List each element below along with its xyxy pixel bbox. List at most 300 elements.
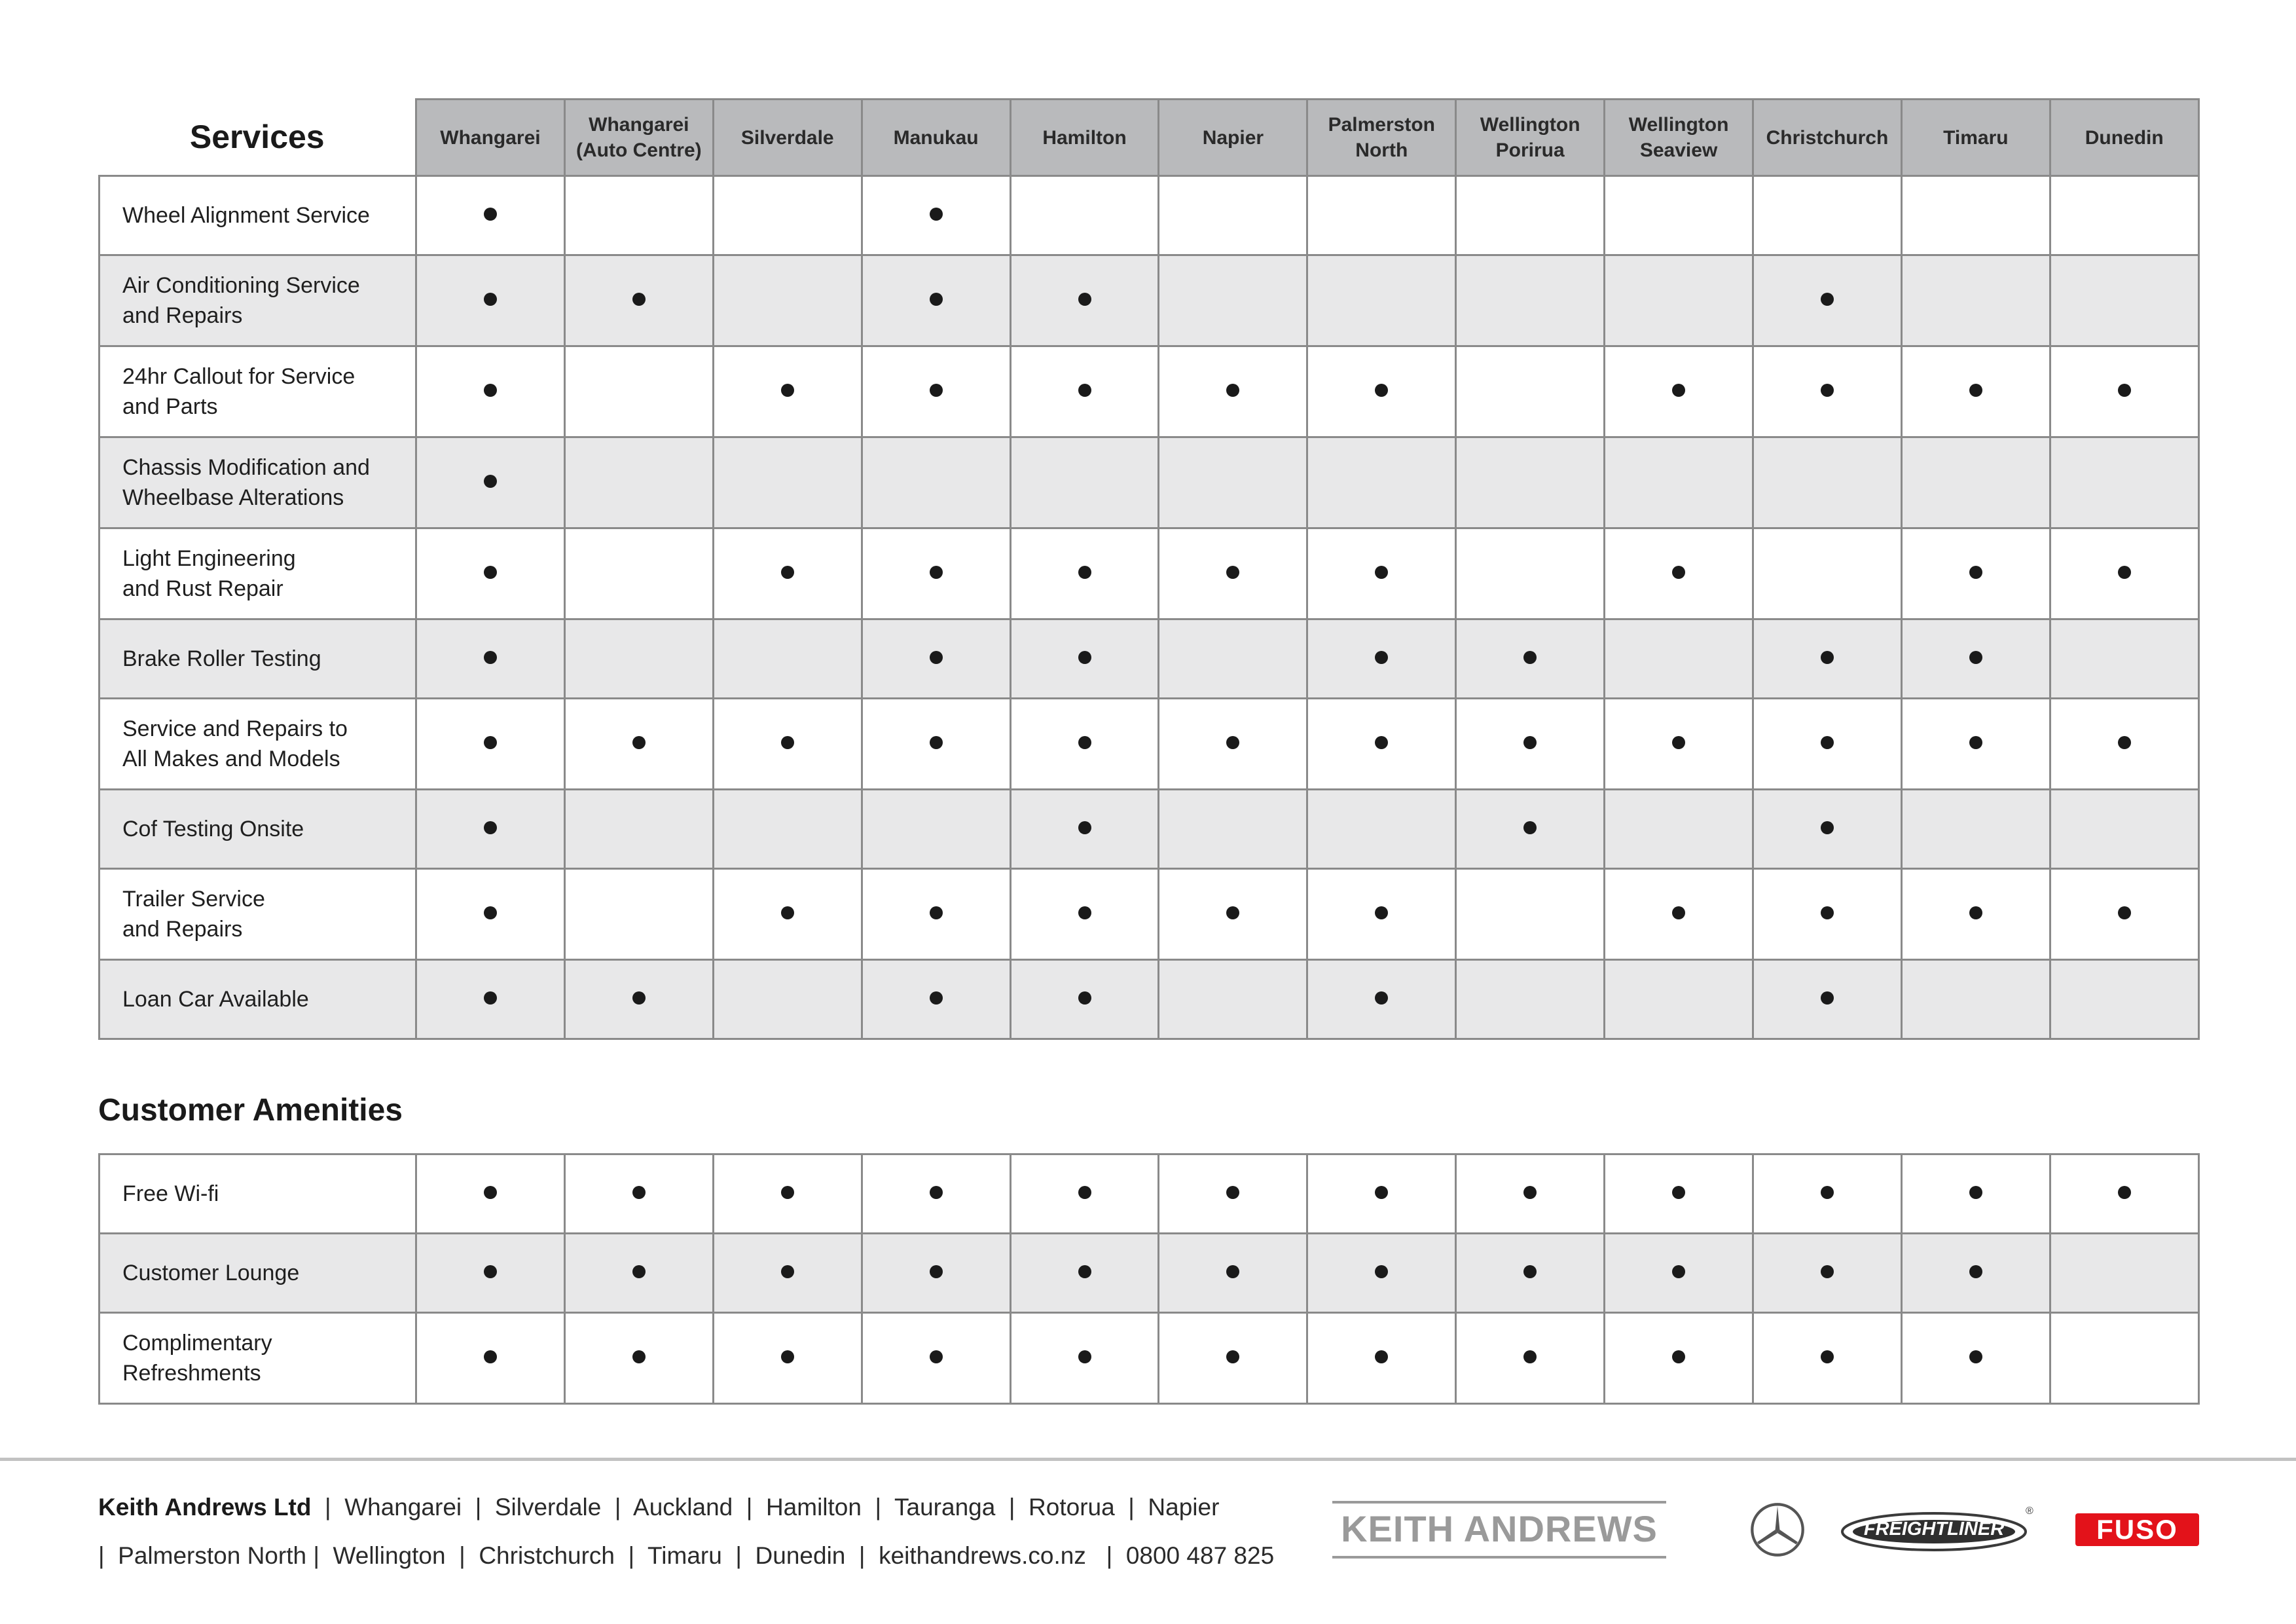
- available-dot-icon: [1078, 1265, 1091, 1278]
- row-label-line: Loan Car Available: [122, 987, 309, 1012]
- available-dot-icon: [1078, 293, 1091, 306]
- location-header: [1010, 100, 1159, 176]
- availability-cell: [1753, 790, 1902, 869]
- availability-cell: [1159, 437, 1307, 528]
- availability-cell: [1307, 437, 1456, 528]
- availability-cell: [1901, 869, 2050, 960]
- availability-cell: [2050, 699, 2198, 790]
- location-header: [1753, 100, 1902, 176]
- availability-cell: [862, 960, 1010, 1039]
- availability-cell: [1605, 255, 1753, 346]
- availability-cell: [1159, 960, 1307, 1039]
- availability-cell: [1159, 1154, 1307, 1234]
- availability-cell: [1456, 176, 1605, 255]
- available-dot-icon: [930, 651, 943, 664]
- available-dot-icon: [1821, 906, 1834, 919]
- available-dot-icon: [1523, 1265, 1537, 1278]
- table-row: [100, 1313, 2199, 1404]
- availability-cell: [416, 1313, 565, 1404]
- available-dot-icon: [1969, 736, 1982, 749]
- availability-cell: [713, 437, 862, 528]
- availability-cell: [564, 1313, 713, 1404]
- available-dot-icon: [1226, 906, 1239, 919]
- available-dot-icon: [1821, 1186, 1834, 1199]
- row-label-line: Brake Roller Testing: [122, 646, 321, 671]
- availability-cell: [1753, 960, 1902, 1039]
- availability-cell: [1605, 790, 1753, 869]
- availability-cell: [1605, 176, 1753, 255]
- location-header-line: Porirua: [1495, 139, 1565, 161]
- available-dot-icon: [484, 991, 497, 1005]
- availability-cell: [1753, 1313, 1902, 1404]
- location-header: [1307, 100, 1456, 176]
- availability-cell: [1010, 960, 1159, 1039]
- available-dot-icon: [1375, 566, 1388, 579]
- services-title: Services: [100, 100, 416, 176]
- availability-cell: [416, 528, 565, 619]
- row-label: [100, 869, 416, 960]
- availability-cell: [1753, 346, 1902, 437]
- availability-cell: [2050, 346, 2198, 437]
- available-dot-icon: [1078, 1350, 1091, 1363]
- availability-cell: [416, 869, 565, 960]
- availability-cell: [1456, 619, 1605, 699]
- availability-cell: [862, 699, 1010, 790]
- availability-cell: [1159, 619, 1307, 699]
- location-header: [1159, 100, 1307, 176]
- location-header-line: Hamilton: [1042, 126, 1127, 149]
- row-label-line: Trailer Service: [122, 887, 265, 912]
- keith-andrews-logo: [1332, 1501, 1666, 1559]
- availability-cell: [1753, 528, 1902, 619]
- available-dot-icon: [1969, 384, 1982, 397]
- availability-cell: [1307, 960, 1456, 1039]
- availability-cell: [1753, 437, 1902, 528]
- available-dot-icon: [484, 566, 497, 579]
- freightliner-logo-text: FREIGHTLINER: [1863, 1519, 2005, 1540]
- available-dot-icon: [1969, 906, 1982, 919]
- location-header: [564, 100, 713, 176]
- location-header-line: Dunedin: [2085, 126, 2164, 149]
- availability-cell: [1605, 1313, 1753, 1404]
- availability-cell: [1010, 1154, 1159, 1234]
- availability-cell: [2050, 1234, 2198, 1313]
- keith-andrews-logo-text: KEITH ANDREWS: [1341, 1508, 1658, 1549]
- availability-cell: [862, 1154, 1010, 1234]
- availability-cell: [416, 1154, 565, 1234]
- availability-cell: [1307, 346, 1456, 437]
- row-label: [100, 1234, 416, 1313]
- availability-cell: [1307, 1313, 1456, 1404]
- available-dot-icon: [1375, 906, 1388, 919]
- availability-cell: [1753, 176, 1902, 255]
- location-header-line: North: [1355, 139, 1408, 161]
- available-dot-icon: [930, 208, 943, 221]
- availability-cell: [564, 176, 713, 255]
- availability-cell: [1456, 960, 1605, 1039]
- availability-cell: [2050, 619, 2198, 699]
- row-label-line: and Repairs: [122, 917, 243, 942]
- availability-cell: [1753, 619, 1902, 699]
- availability-cell: [713, 619, 862, 699]
- availability-cell: [1307, 699, 1456, 790]
- available-dot-icon: [781, 1265, 794, 1278]
- availability-cell: [416, 960, 565, 1039]
- availability-cell: [1307, 1234, 1456, 1313]
- row-label-line: and Rust Repair: [122, 576, 283, 601]
- services-table: [98, 98, 2200, 1040]
- location-header: [862, 100, 1010, 176]
- availability-cell: [1901, 790, 2050, 869]
- available-dot-icon: [2118, 906, 2131, 919]
- availability-cell: [713, 255, 862, 346]
- location-header: [2050, 100, 2198, 176]
- row-label-line: and Parts: [122, 394, 218, 419]
- footer-address-line-2: | Palmerston North | Wellington | Christchurch | Timaru | Dunedin | keithandrews.co.nz | 0800 487 825: [98, 1542, 1275, 1569]
- available-dot-icon: [484, 384, 497, 397]
- availability-cell: [1159, 176, 1307, 255]
- location-header-line: Napier: [1202, 126, 1264, 149]
- availability-cell: [416, 699, 565, 790]
- available-dot-icon: [1523, 821, 1537, 834]
- row-label: [100, 176, 416, 255]
- table-row: [100, 176, 2199, 255]
- availability-cell: [1901, 437, 2050, 528]
- location-header: [1901, 100, 2050, 176]
- available-dot-icon: [632, 1265, 646, 1278]
- availability-cell: [416, 619, 565, 699]
- available-dot-icon: [1078, 384, 1091, 397]
- availability-cell: [1605, 869, 1753, 960]
- available-dot-icon: [1821, 736, 1834, 749]
- availability-cell: [1901, 255, 2050, 346]
- row-label: [100, 960, 416, 1039]
- availability-cell: [1159, 869, 1307, 960]
- available-dot-icon: [484, 906, 497, 919]
- row-label-line: and Repairs: [122, 303, 243, 328]
- available-dot-icon: [484, 1186, 497, 1199]
- row-label-line: Light Engineering: [122, 546, 296, 571]
- row-label-line: Cof Testing Onsite: [122, 817, 304, 841]
- availability-cell: [862, 869, 1010, 960]
- availability-cell: [1901, 699, 2050, 790]
- location-header-line: Manukau: [893, 126, 979, 149]
- row-label-line: Free Wi-fi: [122, 1181, 219, 1206]
- freightliner-registered-mark: ®: [2026, 1505, 2033, 1517]
- availability-cell: [1010, 790, 1159, 869]
- availability-cell: [713, 528, 862, 619]
- availability-cell: [1159, 699, 1307, 790]
- availability-cell: [2050, 176, 2198, 255]
- available-dot-icon: [1672, 1350, 1685, 1363]
- availability-cell: [862, 528, 1010, 619]
- availability-cell: [1605, 346, 1753, 437]
- availability-cell: [416, 176, 565, 255]
- availability-cell: [564, 699, 713, 790]
- row-label-line: Service and Repairs to: [122, 716, 348, 741]
- available-dot-icon: [1672, 566, 1685, 579]
- row-label-line: Chassis Modification and: [122, 455, 370, 480]
- availability-cell: [1010, 869, 1159, 960]
- availability-cell: [862, 437, 1010, 528]
- availability-cell: [1456, 869, 1605, 960]
- table-row: [100, 960, 2199, 1039]
- row-label: [100, 1154, 416, 1234]
- available-dot-icon: [1969, 1350, 1982, 1363]
- availability-cell: [1901, 1234, 2050, 1313]
- available-dot-icon: [1375, 1265, 1388, 1278]
- availability-cell: [1307, 869, 1456, 960]
- available-dot-icon: [632, 736, 646, 749]
- availability-cell: [1010, 255, 1159, 346]
- row-label-line: All Makes and Models: [122, 747, 340, 771]
- available-dot-icon: [484, 736, 497, 749]
- available-dot-icon: [781, 736, 794, 749]
- available-dot-icon: [1226, 384, 1239, 397]
- available-dot-icon: [1821, 991, 1834, 1005]
- company-name: Keith Andrews Ltd: [98, 1494, 312, 1521]
- availability-cell: [1901, 1313, 2050, 1404]
- available-dot-icon: [484, 821, 497, 834]
- location-header-line: (Auto Centre): [576, 139, 702, 161]
- row-label-line: Wheel Alignment Service: [122, 203, 370, 228]
- location-header-line: Whangarei: [589, 114, 689, 136]
- available-dot-icon: [1375, 991, 1388, 1005]
- available-dot-icon: [781, 906, 794, 919]
- row-label-line: Complimentary: [122, 1331, 272, 1356]
- availability-cell: [1010, 346, 1159, 437]
- availability-cell: [564, 1154, 713, 1234]
- available-dot-icon: [1821, 1350, 1834, 1363]
- availability-cell: [1010, 1234, 1159, 1313]
- amenities-table: [98, 1153, 2200, 1405]
- availability-cell: [2050, 1154, 2198, 1234]
- available-dot-icon: [1226, 1186, 1239, 1199]
- availability-cell: [416, 437, 565, 528]
- availability-cell: [1901, 1154, 2050, 1234]
- availability-cell: [1456, 255, 1605, 346]
- availability-cell: [1901, 960, 2050, 1039]
- availability-cell: [713, 1234, 862, 1313]
- availability-cell: [2050, 960, 2198, 1039]
- location-header: [713, 100, 862, 176]
- available-dot-icon: [1375, 736, 1388, 749]
- available-dot-icon: [484, 651, 497, 664]
- location-header-line: Wellington: [1628, 114, 1729, 136]
- availability-cell: [564, 619, 713, 699]
- availability-cell: [416, 1234, 565, 1313]
- availability-cell: [1753, 255, 1902, 346]
- availability-cell: [1753, 869, 1902, 960]
- table-row: [100, 699, 2199, 790]
- availability-cell: [1901, 619, 2050, 699]
- availability-cell: [862, 1234, 1010, 1313]
- services-header-row: [100, 100, 2199, 176]
- fuso-logo: FUSO: [2075, 1513, 2199, 1546]
- freightliner-logo: [1840, 1505, 2036, 1554]
- availability-cell: [564, 869, 713, 960]
- availability-cell: [1456, 346, 1605, 437]
- footer-divider: [0, 1458, 2296, 1461]
- available-dot-icon: [1821, 651, 1834, 664]
- available-dot-icon: [1078, 566, 1091, 579]
- available-dot-icon: [1078, 906, 1091, 919]
- table-row: [100, 528, 2199, 619]
- location-header: [1605, 100, 1753, 176]
- availability-cell: [862, 790, 1010, 869]
- availability-cell: [862, 255, 1010, 346]
- available-dot-icon: [930, 906, 943, 919]
- available-dot-icon: [1375, 651, 1388, 664]
- available-dot-icon: [632, 991, 646, 1005]
- available-dot-icon: [2118, 1186, 2131, 1199]
- available-dot-icon: [930, 1350, 943, 1363]
- available-dot-icon: [1523, 1186, 1537, 1199]
- availability-cell: [1605, 619, 1753, 699]
- availability-cell: [1159, 528, 1307, 619]
- available-dot-icon: [2118, 736, 2131, 749]
- available-dot-icon: [632, 293, 646, 306]
- available-dot-icon: [1969, 651, 1982, 664]
- available-dot-icon: [1226, 566, 1239, 579]
- availability-cell: [1307, 790, 1456, 869]
- available-dot-icon: [484, 208, 497, 221]
- available-dot-icon: [1672, 384, 1685, 397]
- available-dot-icon: [1672, 736, 1685, 749]
- availability-cell: [1159, 1313, 1307, 1404]
- availability-cell: [1901, 346, 2050, 437]
- mercedes-benz-icon: [1749, 1502, 1806, 1558]
- available-dot-icon: [1226, 1265, 1239, 1278]
- available-dot-icon: [1375, 384, 1388, 397]
- available-dot-icon: [632, 1350, 646, 1363]
- available-dot-icon: [930, 991, 943, 1005]
- availability-cell: [1010, 699, 1159, 790]
- availability-cell: [1307, 619, 1456, 699]
- availability-cell: [1753, 1234, 1902, 1313]
- availability-cell: [1753, 1154, 1902, 1234]
- availability-cell: [1010, 437, 1159, 528]
- available-dot-icon: [1672, 1265, 1685, 1278]
- available-dot-icon: [2118, 384, 2131, 397]
- available-dot-icon: [930, 293, 943, 306]
- availability-cell: [1605, 1234, 1753, 1313]
- availability-cell: [1456, 1154, 1605, 1234]
- row-label: [100, 255, 416, 346]
- available-dot-icon: [1078, 736, 1091, 749]
- availability-cell: [2050, 437, 2198, 528]
- table-row: [100, 346, 2199, 437]
- location-header-line: Timaru: [1943, 126, 2009, 149]
- availability-cell: [1605, 437, 1753, 528]
- availability-cell: [713, 1313, 862, 1404]
- available-dot-icon: [1078, 651, 1091, 664]
- row-label-line: Wheelbase Alterations: [122, 485, 344, 510]
- row-label-line: Customer Lounge: [122, 1261, 300, 1285]
- availability-cell: [1159, 790, 1307, 869]
- availability-cell: [1753, 699, 1902, 790]
- location-header-line: Silverdale: [740, 126, 834, 149]
- row-label: [100, 619, 416, 699]
- table-row: [100, 619, 2199, 699]
- table-row: [100, 255, 2199, 346]
- available-dot-icon: [1523, 1350, 1537, 1363]
- availability-cell: [1456, 1313, 1605, 1404]
- availability-cell: [862, 1313, 1010, 1404]
- table-row: [100, 1234, 2199, 1313]
- availability-cell: [1307, 176, 1456, 255]
- availability-cell: [1456, 699, 1605, 790]
- availability-cell: [1159, 346, 1307, 437]
- available-dot-icon: [2118, 566, 2131, 579]
- available-dot-icon: [1375, 1186, 1388, 1199]
- availability-cell: [713, 790, 862, 869]
- availability-cell: [1456, 1234, 1605, 1313]
- availability-cell: [713, 699, 862, 790]
- availability-cell: [2050, 869, 2198, 960]
- available-dot-icon: [1375, 1350, 1388, 1363]
- amenities-title: Customer Amenities: [98, 1093, 403, 1128]
- location-header-line: Seaview: [1639, 139, 1718, 161]
- availability-cell: [1010, 528, 1159, 619]
- availability-cell: [1605, 699, 1753, 790]
- availability-cell: [1307, 528, 1456, 619]
- available-dot-icon: [484, 1350, 497, 1363]
- availability-cell: [1901, 176, 2050, 255]
- location-header-line: Christchurch: [1766, 126, 1889, 149]
- availability-cell: [1605, 960, 1753, 1039]
- available-dot-icon: [1523, 651, 1537, 664]
- footer-address-line-1: [98, 1494, 1219, 1521]
- location-header: [1456, 100, 1605, 176]
- availability-cell: [564, 255, 713, 346]
- availability-cell: [2050, 528, 2198, 619]
- row-label: [100, 699, 416, 790]
- available-dot-icon: [1078, 991, 1091, 1005]
- available-dot-icon: [1672, 906, 1685, 919]
- availability-cell: [1010, 619, 1159, 699]
- availability-cell: [1159, 255, 1307, 346]
- available-dot-icon: [484, 293, 497, 306]
- availability-cell: [1159, 1234, 1307, 1313]
- location-header-line: Whangarei: [440, 126, 541, 149]
- availability-cell: [2050, 1313, 2198, 1404]
- availability-cell: [1901, 528, 2050, 619]
- available-dot-icon: [1969, 1186, 1982, 1199]
- available-dot-icon: [781, 1186, 794, 1199]
- availability-cell: [1605, 528, 1753, 619]
- available-dot-icon: [1821, 384, 1834, 397]
- available-dot-icon: [781, 384, 794, 397]
- available-dot-icon: [484, 1265, 497, 1278]
- availability-cell: [1307, 255, 1456, 346]
- row-label: [100, 1313, 416, 1404]
- available-dot-icon: [930, 566, 943, 579]
- availability-cell: [564, 346, 713, 437]
- available-dot-icon: [1969, 566, 1982, 579]
- available-dot-icon: [1226, 736, 1239, 749]
- available-dot-icon: [781, 566, 794, 579]
- available-dot-icon: [632, 1186, 646, 1199]
- availability-cell: [1010, 176, 1159, 255]
- availability-cell: [862, 619, 1010, 699]
- available-dot-icon: [930, 384, 943, 397]
- available-dot-icon: [1821, 293, 1834, 306]
- availability-cell: [564, 960, 713, 1039]
- availability-cell: [713, 869, 862, 960]
- availability-cell: [713, 176, 862, 255]
- availability-cell: [564, 437, 713, 528]
